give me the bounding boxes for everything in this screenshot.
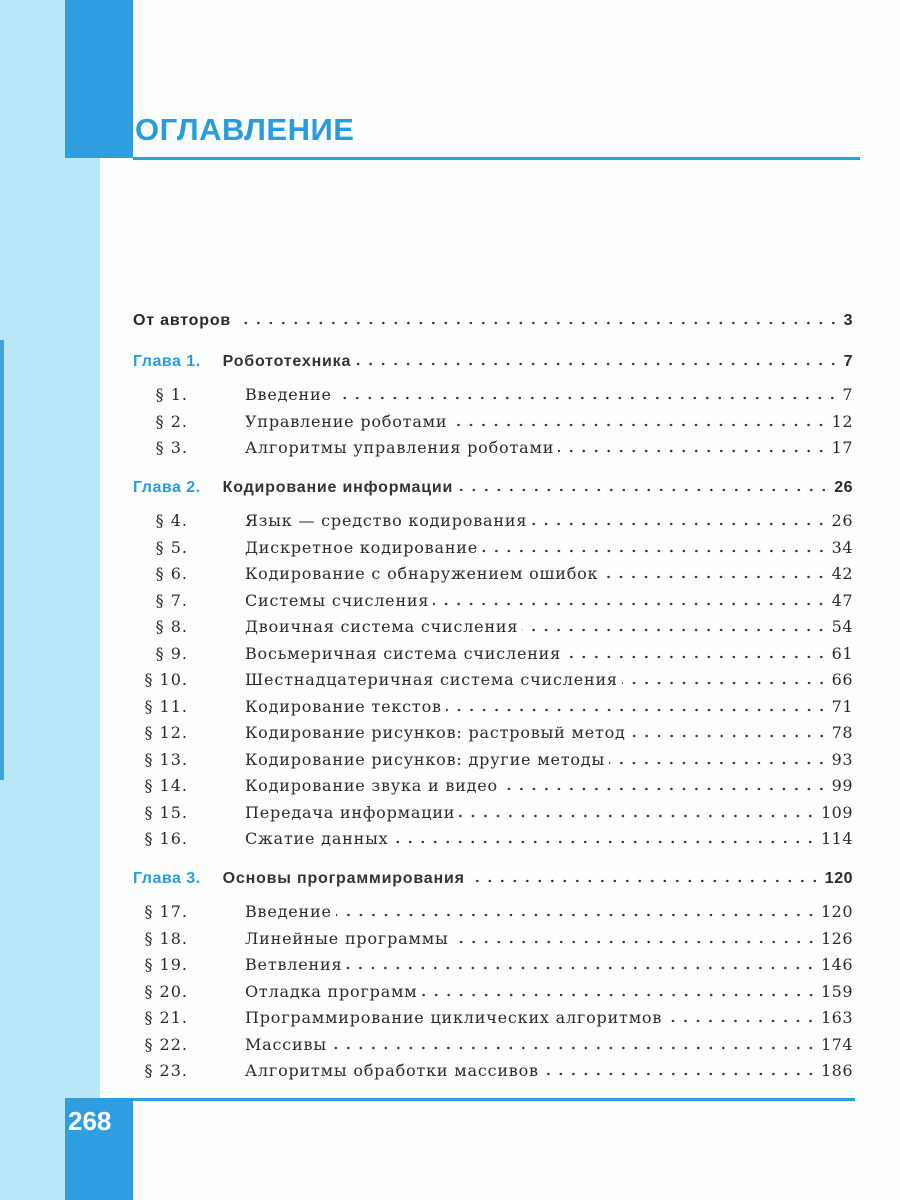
entry-title: Восьмеричная система счисления: [245, 643, 562, 663]
entry-page: 120: [824, 869, 853, 887]
entry-number: § 2.: [155, 411, 188, 431]
toc-section[interactable]: [133, 1035, 853, 1062]
entry-title: Сжатие данных: [245, 829, 389, 848]
toc-entry-authors[interactable]: [133, 312, 853, 339]
entry-page: 146: [820, 955, 853, 974]
table-of-contents: [133, 312, 853, 1088]
entry-title: Кодирование с обнаружением ошибок: [245, 564, 599, 583]
dot-leader: [336, 913, 817, 917]
entry-title: Кодирование рисунков: растровый метод: [245, 723, 626, 742]
entry-number: § 10.: [144, 670, 188, 689]
dot-leader: [459, 814, 817, 818]
dot-leader: [331, 1046, 817, 1050]
entry-title: Линейные программы: [245, 928, 449, 948]
toc-section[interactable]: [133, 955, 853, 982]
entry-number: § 20.: [144, 981, 188, 1001]
dot-leader: [451, 423, 827, 427]
toc-chapter[interactable]: [133, 479, 853, 506]
dot-leader: [446, 708, 828, 712]
toc-section[interactable]: [133, 929, 853, 956]
entry-page: 99: [831, 776, 853, 795]
entry-title: Кодирование текстов: [245, 696, 442, 716]
entry-title: Отладка программ: [245, 981, 418, 1001]
entry-page: 47: [831, 590, 853, 610]
entry-title: Основы программирования: [222, 869, 465, 887]
dot-leader: [422, 993, 817, 997]
entry-number: § 11.: [144, 696, 188, 716]
toc-section[interactable]: [133, 982, 853, 1009]
toc-section[interactable]: [133, 829, 853, 856]
entry-title: Кодирование рисунков: другие методы: [245, 749, 605, 769]
entry-title: Массивы: [245, 1034, 327, 1054]
entry-title: Управление роботами: [245, 411, 448, 431]
page-title: ОГЛАВЛЕНИЕ: [135, 112, 355, 147]
dot-leader: [602, 575, 827, 579]
entry-page: 93: [831, 749, 853, 769]
toc-section[interactable]: [133, 538, 853, 565]
toc-section[interactable]: [133, 412, 853, 439]
dot-leader: [558, 449, 827, 453]
entry-number: § 4.: [155, 511, 188, 530]
entry-page: 78: [831, 723, 853, 742]
entry-number: § 13.: [144, 749, 188, 769]
entry-title: Алгоритмы управления роботами: [245, 438, 555, 457]
entry-page: 7: [842, 385, 853, 404]
entry-page: 3: [843, 312, 853, 329]
toc-chapter[interactable]: [133, 870, 853, 897]
toc-section[interactable]: [133, 803, 853, 830]
toc-section[interactable]: [133, 902, 853, 929]
entry-number: § 17.: [144, 902, 188, 921]
entry-page: 26: [831, 511, 853, 530]
header-color-block: [65, 0, 133, 158]
entry-title: Передача информации: [245, 802, 456, 822]
entry-title: Шестнадцатеричная система счисления: [245, 670, 618, 689]
entry-page: 17: [831, 438, 853, 457]
toc-section[interactable]: [133, 385, 853, 412]
entry-number: § 16.: [144, 829, 188, 848]
entry-page: 174: [820, 1034, 853, 1054]
entry-title: Ветвления: [245, 955, 343, 974]
entry-title: Введение: [245, 385, 332, 404]
dot-leader: [531, 522, 827, 526]
entry-title: Кодирование информации: [222, 478, 454, 496]
dot-leader: [235, 321, 840, 325]
page-number: 268: [68, 1106, 112, 1136]
toc-section[interactable]: [133, 750, 853, 777]
entry-title: Дискретное кодирование: [245, 537, 479, 557]
entry-title: Робототехника: [222, 352, 352, 370]
dot-leader: [453, 940, 817, 944]
entry-number: § 8.: [155, 617, 188, 636]
entry-page: 109: [820, 802, 853, 822]
entry-title: Двоичная система счисления: [245, 617, 519, 636]
entry-title: Кодирование звука и видео: [245, 776, 498, 795]
dot-leader: [469, 879, 821, 883]
entry-number: § 21.: [144, 1008, 188, 1027]
dot-leader: [457, 488, 830, 492]
toc-section[interactable]: [133, 644, 853, 671]
entry-number: § 7.: [155, 590, 188, 610]
entry-page: 126: [820, 928, 853, 948]
dot-leader: [609, 761, 828, 765]
dot-leader: [522, 628, 827, 632]
entry-page: 26: [834, 478, 853, 496]
entry-number: § 23.: [144, 1061, 188, 1080]
entry-page: 34: [831, 537, 853, 557]
dot-leader: [543, 1072, 817, 1076]
entry-number: § 3.: [155, 438, 188, 457]
entry-page: 114: [820, 829, 853, 848]
entry-title: Алгоритмы обработки массивов: [245, 1061, 539, 1080]
dot-leader: [630, 734, 828, 738]
dot-leader: [565, 655, 828, 659]
margin-edge: [0, 340, 4, 780]
dot-leader: [622, 681, 828, 685]
toc-section[interactable]: [133, 670, 853, 697]
toc-section[interactable]: [133, 617, 853, 644]
entry-number: Глава 1.: [133, 352, 201, 370]
entry-page: 12: [831, 411, 853, 431]
entry-number: § 9.: [155, 643, 188, 663]
entry-page: 61: [831, 643, 853, 663]
entry-page: 71: [831, 696, 853, 716]
entry-title: От авторов: [133, 312, 232, 329]
entry-number: § 19.: [144, 955, 188, 974]
entry-number: § 22.: [144, 1034, 188, 1054]
entry-title: Системы счисления: [245, 590, 430, 610]
dot-leader: [666, 1019, 817, 1023]
entry-page: 7: [843, 352, 853, 370]
dot-leader: [502, 787, 828, 791]
toc-section[interactable]: [133, 776, 853, 803]
entry-title: Программирование циклических алгоритмов: [245, 1008, 663, 1027]
entry-number: § 18.: [144, 928, 188, 948]
entry-number: § 14.: [144, 776, 188, 795]
dot-leader: [482, 549, 828, 553]
entry-number: § 12.: [144, 723, 188, 742]
toc-section[interactable]: [133, 1008, 853, 1035]
dot-leader: [392, 840, 817, 844]
entry-page: 120: [820, 902, 853, 921]
entry-number: Глава 2.: [133, 478, 201, 496]
entry-page: 159: [820, 981, 853, 1001]
footer-rule: [133, 1098, 855, 1101]
entry-title: Введение: [245, 902, 332, 921]
toc-section[interactable]: [133, 438, 853, 465]
entry-number: § 5.: [155, 537, 188, 557]
dot-leader: [336, 396, 839, 400]
entry-number: Глава 3.: [133, 869, 201, 887]
toc-section[interactable]: [133, 511, 853, 538]
dot-leader: [433, 602, 827, 606]
entry-page: 42: [831, 564, 853, 583]
entry-page: 186: [820, 1061, 853, 1080]
toc-section[interactable]: [133, 723, 853, 750]
entry-title: Язык — средство кодирования: [245, 511, 528, 530]
toc-section[interactable]: [133, 697, 853, 724]
toc-section[interactable]: [133, 1061, 853, 1088]
toc-section[interactable]: [133, 564, 853, 591]
margin-color-strip: [0, 0, 100, 1200]
toc-chapter[interactable]: [133, 353, 853, 380]
entry-number: § 1.: [155, 385, 188, 404]
entry-page: 54: [831, 617, 853, 636]
dot-leader: [346, 966, 817, 970]
entry-number: § 6.: [155, 564, 188, 583]
toc-section[interactable]: [133, 591, 853, 618]
entry-page: 66: [831, 670, 853, 689]
entry-number: § 15.: [144, 802, 188, 822]
header-rule: [133, 157, 860, 160]
dot-leader: [355, 362, 839, 366]
entry-page: 163: [820, 1008, 853, 1027]
